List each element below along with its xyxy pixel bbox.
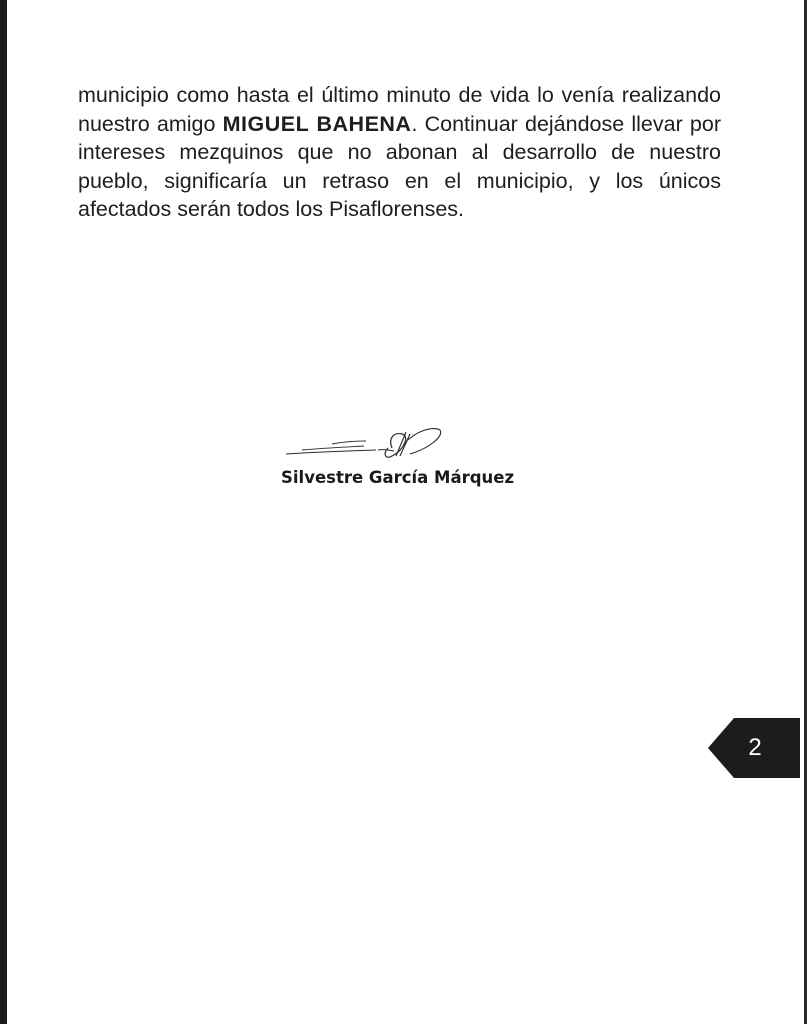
viewer-left-edge (0, 0, 7, 1024)
paragraph-text-end: . Continuar dejándose llevar por intereses mezquinos que no abonan al desarrollo de nuestro pueblo, significaría un retraso en el municipio, y los únicos afectados serán todos los Pisaflorenses. (78, 111, 721, 222)
handwritten-signature (284, 420, 444, 466)
page-number-tab (708, 718, 800, 778)
highlighted-name: MIGUEL BAHENA (222, 111, 412, 136)
body-paragraph (78, 81, 721, 224)
page-number: 2 (748, 734, 762, 761)
paragraph-text-start: municipio como hasta el último minuto de vida lo venía realizando nuestro amigo (78, 83, 721, 136)
signer-name: Silvestre García Márquez (281, 468, 515, 487)
